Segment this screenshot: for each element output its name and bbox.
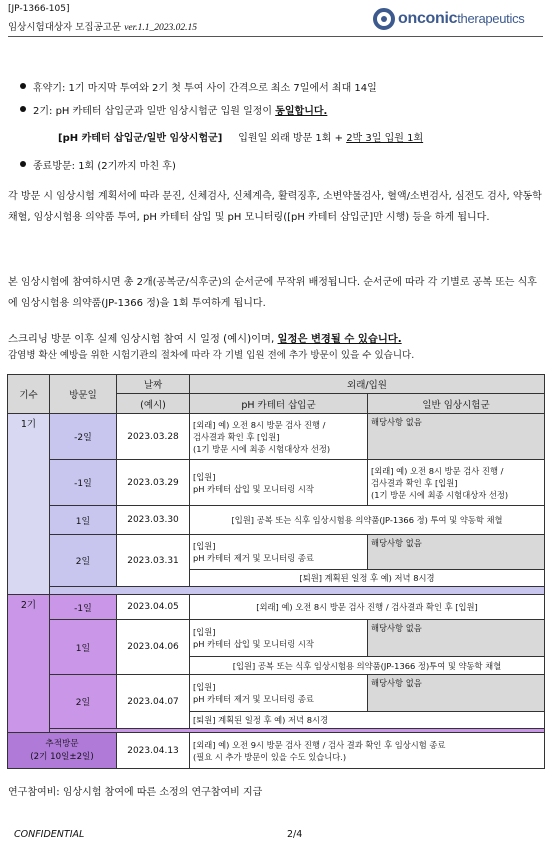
bullet-end-visit: 종료방문: 1회 (2기까지 마친 후) xyxy=(33,157,176,172)
paragraph-procedures: 각 방문 시 임상시험 계획서에 따라 문진, 신체검사, 신체계측, 활력징후, 소변약물검사, 혈액/소변검사, 심전도 검사, 약동학 채혈, 임상시험용 의약품 투여, pH 카테터 삽입 및 pH 모니터링([pH 카테터 삽입군]만 시행) 등을 하게 됩니다. xyxy=(8,191,542,223)
footer-confidential: CONFIDENTIAL xyxy=(14,829,85,840)
visit-cell: 1일 xyxy=(50,620,117,675)
bullet-period2: 2기: pH 카테터 삽입군과 일반 임상시험군 입원 일정이 동일합니다. xyxy=(33,102,327,117)
document-id: [JP-1366-105] xyxy=(8,4,70,14)
date-cell: 2023.03.30 xyxy=(117,506,190,535)
paragraph-infection-note: 감염병 확산 예방을 위한 시험기관의 절차에 따라 각 기별 입원 전에 추가 방문이 있을 수 있습니다. xyxy=(8,350,415,361)
visit-cell: 2일 xyxy=(50,535,117,587)
both-groups-cell: [입원] 공복 또는 식후 임상시험용 의약품(JP-1366 정) 투여 및 약동학 채혈 xyxy=(190,506,545,535)
spacer-row xyxy=(50,587,545,595)
visit-cell: 2일 xyxy=(50,675,117,729)
date-cell: 2023.04.06 xyxy=(117,620,190,675)
date-cell: 2023.04.05 xyxy=(117,595,190,620)
header-visit: 방문일 xyxy=(50,375,117,414)
header-general-group: 일반 임상시험군 xyxy=(368,394,545,414)
both-groups-cell: [외래] 예) 오전 8시 방문 검사 진행 / 검사결과 확인 후 [입원] xyxy=(190,595,545,620)
visit-cell: 1일 xyxy=(50,506,117,535)
compensation-note: 연구참여비: 임상시험 참여에 따른 소정의 연구참여비 지급 xyxy=(8,787,263,798)
date-cell: 2023.03.29 xyxy=(117,460,190,506)
header-ph-group: pH 카테터 삽입군 xyxy=(190,394,368,414)
date-cell: 2023.03.31 xyxy=(117,535,190,587)
both-groups-cell: [퇴원] 계획된 일정 후 예) 저녁 8시경 xyxy=(190,712,545,729)
date-cell: 2023.03.28 xyxy=(117,414,190,460)
date-cell: 2023.04.13 xyxy=(117,733,190,769)
header-divider xyxy=(8,36,543,37)
header-period: 기수 xyxy=(8,375,50,414)
bullet-washout: 휴약기: 1기 마지막 투여와 2기 첫 투여 사이 간격으로 최소 7일에서 최대 14일 xyxy=(33,79,377,94)
general-cell: 해당사항 없음 xyxy=(368,535,545,570)
follow-up-visit-cell: 추적방문 (2기 10일±2일) xyxy=(8,733,117,769)
both-groups-cell: [외래] 예) 오전 9시 방문 검사 진행 / 검사 결과 확인 후 임상시험 종료 (필요 시 추가 방문이 있을 수도 있습니다.) xyxy=(190,733,545,769)
ph-cell: [외래] 예) 오전 8시 방문 검사 진행 / 검사결과 확인 후 [입원] (1기 방문 시에 최종 시험대상자 선정) xyxy=(190,414,368,460)
ph-cell: [입원] pH 카테터 제거 및 모니터링 종료 xyxy=(190,535,368,570)
paragraph-schedule-note: 스크리닝 방문 이후 실제 임상시험 참여 시 일정 (예시)이며, 일정은 변경될 수 있습니다. xyxy=(8,333,402,345)
both-groups-cell: [입원] 공복 또는 식후 임상시험용 의약품(JP-1366 정)투여 및 약동학 채혈 xyxy=(190,657,545,675)
period-2-cell: 2기 xyxy=(8,595,50,733)
date-cell: 2023.04.07 xyxy=(117,675,190,729)
document-title: 임상시험대상자 모집공고문 ver.1.1_2023.02.15 xyxy=(8,22,198,33)
general-cell: [외래] 예) 오전 8시 방문 검사 진행 / 검사결과 확인 후 [입원] (1기 방문 시에 최종 시험대상자 선정) xyxy=(368,460,545,506)
both-groups-cell: [퇴원] 계획된 일정 후 예) 저녁 8시경 xyxy=(190,570,545,587)
general-cell: 해당사항 없음 xyxy=(368,620,545,657)
paragraph-randomization: 본 임상시험에 참여하시면 총 2개(공복군/식후군)의 순서군에 무작위 배정됩니다. 순서군에 따라 각 기별로 공복 또는 식후에 임상시험용 의약품(JP-1366 정)을 1회 투여하게 됩니다. xyxy=(8,277,537,309)
ph-cell: [입원] pH 카테터 삽입 및 모니터링 시작 xyxy=(190,460,368,506)
page-number: 2/4 xyxy=(287,829,303,840)
general-cell: 해당사항 없음 xyxy=(368,675,545,712)
header-date-example: (예시) xyxy=(117,394,190,414)
header-outin: 외래/입원 xyxy=(190,375,545,394)
visit-cell: -1일 xyxy=(50,595,117,620)
logo-mark-icon xyxy=(373,8,395,30)
visit-cell: -2일 xyxy=(50,414,117,460)
company-logo: onconictherapeutics xyxy=(373,8,524,30)
visit-cell: -1일 xyxy=(50,460,117,506)
period-1-cell: 1기 xyxy=(8,414,50,595)
group-schedule: [pH 카테터 삽입군/일반 임상시험군] 입원일 외래 방문 1회 + 2박 3일 입원 1회 xyxy=(58,133,424,144)
schedule-table xyxy=(7,374,545,769)
header-date: 날짜 xyxy=(117,375,190,394)
general-cell: 해당사항 없음 xyxy=(368,414,545,460)
ph-cell: [입원] pH 카테터 제거 및 모니터링 종료 xyxy=(190,675,368,712)
ph-cell: [입원] pH 카테터 삽입 및 모니터링 시작 xyxy=(190,620,368,657)
